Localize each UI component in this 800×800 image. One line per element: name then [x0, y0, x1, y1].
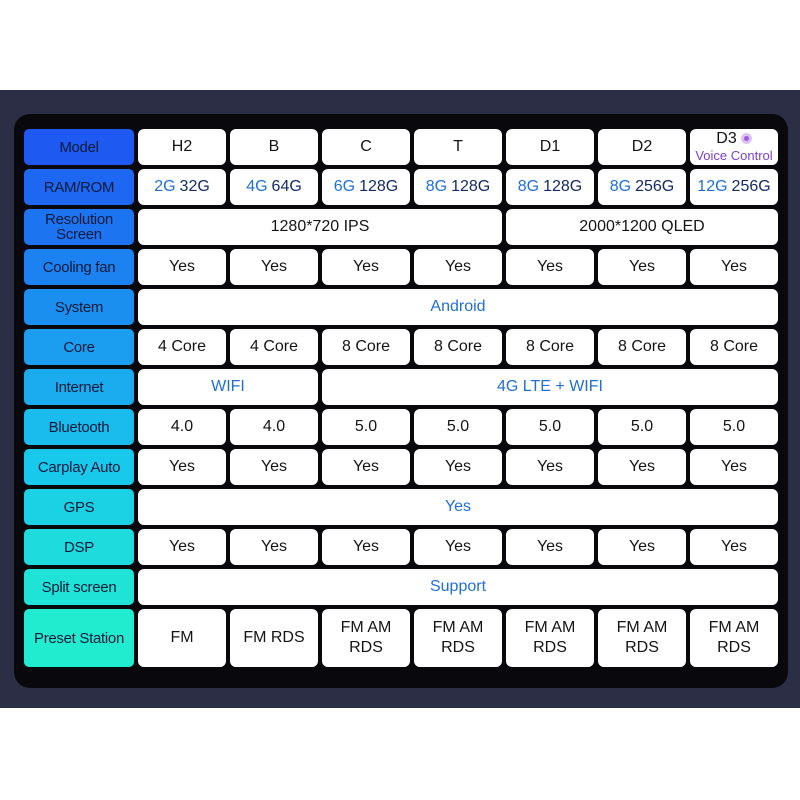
- preset-value: [138, 609, 226, 667]
- core-value: 4 Core: [230, 329, 318, 365]
- model-b: B: [230, 129, 318, 165]
- row-header-cooling: Cooling fan: [24, 249, 134, 285]
- preset-line: FM RDS: [243, 629, 305, 646]
- model-d3-label: D3: [716, 130, 737, 147]
- rom-value: 64G: [271, 178, 302, 195]
- model-h2: H2: [138, 129, 226, 165]
- carplay-value: Yes: [322, 449, 410, 485]
- cooling-value: Yes: [138, 249, 226, 285]
- preset-line: RDS: [533, 639, 567, 656]
- ram-value: 4G: [246, 178, 268, 195]
- ram-value: 8G: [425, 178, 448, 195]
- ram-cell: [322, 169, 410, 205]
- ram-cell: [138, 169, 226, 205]
- carplay-value: Yes: [598, 449, 686, 485]
- core-value: 8 Core: [690, 329, 778, 365]
- row-header-resolution: [24, 209, 134, 245]
- preset-value: [414, 609, 502, 667]
- resolution-value-qled: 2000*1200 QLED: [506, 209, 778, 245]
- row-header-core: Core: [24, 329, 134, 365]
- dsp-value: Yes: [598, 529, 686, 565]
- row-header-gps: GPS: [24, 489, 134, 525]
- core-value: 8 Core: [506, 329, 594, 365]
- dsp-value: Yes: [414, 529, 502, 565]
- bluetooth-value: 5.0: [322, 409, 410, 445]
- model-d2: D2: [598, 129, 686, 165]
- bluetooth-value: 4.0: [230, 409, 318, 445]
- preset-line: FM AM: [616, 619, 668, 636]
- ram-value: 8G: [517, 178, 540, 195]
- bluetooth-value: 4.0: [138, 409, 226, 445]
- row-header-split: Split screen: [24, 569, 134, 605]
- preset-value: [322, 609, 410, 667]
- cooling-value: Yes: [598, 249, 686, 285]
- row-header-model: Model: [24, 129, 134, 165]
- preset-value: [230, 609, 318, 667]
- spec-table: [24, 129, 778, 667]
- carplay-value: Yes: [138, 449, 226, 485]
- carplay-value: Yes: [230, 449, 318, 485]
- carplay-value: Yes: [690, 449, 778, 485]
- ram-value: 2G: [154, 178, 176, 195]
- ram-cell: [506, 169, 594, 205]
- ram-value: 12G: [697, 178, 728, 195]
- model-d1: D1: [506, 129, 594, 165]
- row-header-internet: Internet: [24, 369, 134, 405]
- gps-value: Yes: [138, 489, 778, 525]
- cooling-value: Yes: [414, 249, 502, 285]
- preset-line: RDS: [717, 639, 751, 656]
- internet-value-lte: 4G LTE + WIFI: [322, 369, 778, 405]
- carplay-value: Yes: [506, 449, 594, 485]
- rom-value: 256G: [635, 178, 675, 195]
- model-d3: [690, 129, 778, 165]
- cooling-value: Yes: [506, 249, 594, 285]
- model-t: T: [414, 129, 502, 165]
- rom-value: 128G: [451, 178, 491, 195]
- row-header-preset: Preset Station: [24, 609, 134, 667]
- preset-value: [506, 609, 594, 667]
- dsp-value: Yes: [322, 529, 410, 565]
- ram-cell: [230, 169, 318, 205]
- preset-line: FM AM: [524, 619, 576, 636]
- system-value: Android: [138, 289, 778, 325]
- row-header-bluetooth: Bluetooth: [24, 409, 134, 445]
- voice-control-note: Voice Control: [695, 148, 773, 163]
- ram-cell: [690, 169, 778, 205]
- row-header-carplay: Carplay Auto: [24, 449, 134, 485]
- row-header-resolution-line2: Screen: [56, 226, 102, 243]
- bluetooth-value: 5.0: [690, 409, 778, 445]
- preset-line: RDS: [349, 639, 383, 656]
- preset-line: RDS: [625, 639, 659, 656]
- core-value: 8 Core: [414, 329, 502, 365]
- preset-value: [690, 609, 778, 667]
- ram-value: 6G: [333, 178, 356, 195]
- cooling-value: Yes: [322, 249, 410, 285]
- row-header-resolution-line1: Resolution: [45, 211, 113, 228]
- bluetooth-value: 5.0: [598, 409, 686, 445]
- ram-cell: [598, 169, 686, 205]
- core-value: 4 Core: [138, 329, 226, 365]
- row-header-system: System: [24, 289, 134, 325]
- core-value: 8 Core: [598, 329, 686, 365]
- rom-value: 128G: [359, 178, 399, 195]
- preset-line: FM AM: [432, 619, 484, 636]
- dsp-value: Yes: [230, 529, 318, 565]
- bluetooth-value: 5.0: [414, 409, 502, 445]
- row-header-dsp: DSP: [24, 529, 134, 565]
- rom-value: 128G: [543, 178, 583, 195]
- resolution-value-ips: 1280*720 IPS: [138, 209, 502, 245]
- cooling-value: Yes: [230, 249, 318, 285]
- internet-value-wifi: WIFI: [138, 369, 318, 405]
- carplay-value: Yes: [414, 449, 502, 485]
- dsp-value: Yes: [506, 529, 594, 565]
- row-header-ram: RAM/ROM: [24, 169, 134, 205]
- ram-value: 8G: [609, 178, 632, 195]
- preset-line: FM: [170, 629, 194, 646]
- ram-cell: [414, 169, 502, 205]
- dsp-value: Yes: [690, 529, 778, 565]
- preset-line: FM AM: [340, 619, 392, 636]
- preset-line: FM AM: [708, 619, 760, 636]
- dsp-value: Yes: [138, 529, 226, 565]
- rom-value: 32G: [179, 178, 210, 195]
- cooling-value: Yes: [690, 249, 778, 285]
- bluetooth-value: 5.0: [506, 409, 594, 445]
- model-c: C: [322, 129, 410, 165]
- split-value: Support: [138, 569, 778, 605]
- voice-badge-icon: [741, 133, 752, 144]
- core-value: 8 Core: [322, 329, 410, 365]
- rom-value: 256G: [731, 178, 771, 195]
- preset-line: RDS: [441, 639, 475, 656]
- preset-value: [598, 609, 686, 667]
